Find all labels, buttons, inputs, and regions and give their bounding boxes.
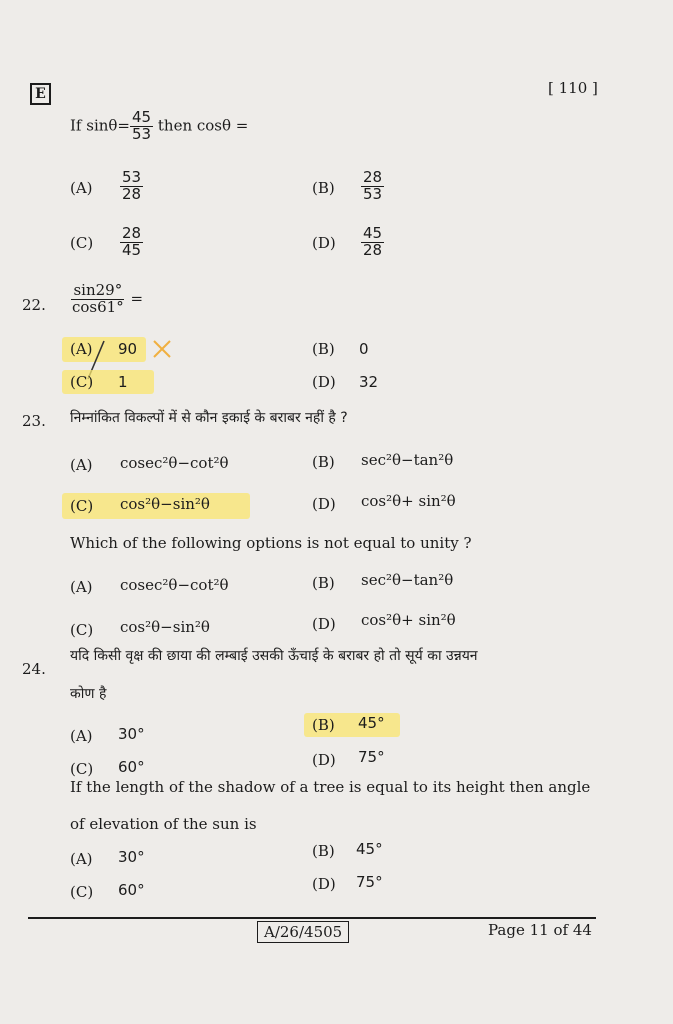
q23-en-option-a-value: cosec²θ−cot²θ bbox=[120, 576, 229, 594]
q24-option-b-label: (B) bbox=[312, 716, 335, 734]
q22-option-d-value: 32 bbox=[359, 373, 379, 391]
q24-en-option-c-value: 60° bbox=[118, 881, 145, 899]
q21-fraction: $\frac{45}{53}$ bbox=[132, 108, 152, 143]
q23-en-option-d-value: cos²θ+ sin²θ bbox=[361, 611, 456, 629]
q24-option-c-value: 60° bbox=[118, 758, 145, 776]
q22-option-c-label: (C) bbox=[70, 373, 94, 391]
q24-en-option-b-value: 45° bbox=[356, 840, 383, 858]
q24-english-line1: If the length of the shadow of a tree is equal to its height then angle bbox=[70, 778, 591, 796]
q21-option-c-value: $\frac{28}{45}$ bbox=[122, 224, 142, 259]
q23-option-c-label: (C) bbox=[70, 497, 94, 515]
q22-option-a-label: (A) bbox=[70, 340, 93, 358]
q23-hindi-stem: निम्नांकित विकल्पों में से कौन इकाई के बराबर नहीं है ? bbox=[70, 410, 348, 426]
q23-en-option-c-value: cos²θ−sin²θ bbox=[120, 618, 210, 636]
q24-number: 24. bbox=[22, 660, 46, 678]
q24-en-option-c-label: (C) bbox=[70, 883, 94, 901]
q22-option-a-value: 90 bbox=[118, 340, 138, 358]
q22-denominator: cos61° bbox=[72, 297, 124, 316]
q23-option-d-label: (D) bbox=[312, 495, 336, 513]
q21-suffix: then cosθ = bbox=[157, 116, 249, 135]
footer-rule bbox=[28, 917, 596, 919]
q24-en-option-a-value: 30° bbox=[118, 848, 145, 866]
q21-option-b-label: (B) bbox=[312, 179, 335, 197]
q22-stem: $\frac{\sin 29^\circ}{\cos 61^\circ}$ = bbox=[72, 281, 144, 316]
q23-en-option-d-label: (D) bbox=[312, 615, 336, 633]
q24-en-option-b-label: (B) bbox=[312, 842, 335, 860]
q23-en-option-b-value: sec²θ−tan²θ bbox=[361, 571, 454, 589]
q22-numerator: sin29° bbox=[73, 281, 123, 299]
q23-english-stem: Which of the following options is not equal to unity ? bbox=[70, 534, 472, 552]
q22-number: 22. bbox=[22, 296, 46, 314]
q23-option-a-label: (A) bbox=[70, 456, 93, 474]
q23-option-b-label: (B) bbox=[312, 453, 335, 471]
set-code-box: E bbox=[30, 83, 51, 105]
q21-prefix: If sinθ= bbox=[70, 116, 130, 135]
paper-code: A/26/4505 bbox=[257, 921, 349, 943]
q21-option-d-label: (D) bbox=[312, 234, 336, 252]
q24-option-c-label: (C) bbox=[70, 760, 94, 778]
q23-option-b-value: sec²θ−tan²θ bbox=[361, 451, 454, 469]
q21-option-a-label: (A) bbox=[70, 179, 93, 197]
q23-en-option-b-label: (B) bbox=[312, 574, 335, 592]
q21-stem bbox=[70, 110, 248, 143]
q24-option-d-label: (D) bbox=[312, 751, 336, 769]
q23-en-option-a-label: (A) bbox=[70, 578, 93, 596]
q24-en-option-a-label: (A) bbox=[70, 850, 93, 868]
q21-option-d-value: $\frac{45}{28}$ bbox=[363, 224, 383, 259]
q23-option-c-value: cos²θ−sin²θ bbox=[120, 495, 210, 513]
q24-hindi-line2: कोण है bbox=[70, 686, 107, 702]
q22-option-b-label: (B) bbox=[312, 340, 335, 358]
page-code: [ 110 ] bbox=[548, 79, 598, 97]
q21-option-a-value: $\frac{53}{28}$ bbox=[122, 168, 142, 203]
q24-option-b-value: 45° bbox=[358, 714, 385, 732]
q21-option-c-label: (C) bbox=[70, 234, 94, 252]
page-number: Page 11 of 44 bbox=[488, 921, 592, 939]
q22-option-c-value: 1 bbox=[118, 373, 128, 391]
q22-option-d-label: (D) bbox=[312, 373, 336, 391]
q24-option-a-value: 30° bbox=[118, 725, 145, 743]
q23-number: 23. bbox=[22, 412, 46, 430]
q23-en-option-c-label: (C) bbox=[70, 621, 94, 639]
q22-option-b-value: 0 bbox=[359, 340, 369, 358]
q24-option-a-label: (A) bbox=[70, 727, 93, 745]
q24-en-option-d-value: 75° bbox=[356, 873, 383, 891]
q24-en-option-d-label: (D) bbox=[312, 875, 336, 893]
q23-option-a-value: cosec²θ−cot²θ bbox=[120, 454, 229, 472]
q24-english-line2: of elevation of the sun is bbox=[70, 815, 257, 833]
q21-option-b-value: $\frac{28}{53}$ bbox=[363, 168, 383, 203]
q23-option-d-value: cos²θ+ sin²θ bbox=[361, 492, 456, 510]
q24-option-d-value: 75° bbox=[358, 748, 385, 766]
q24-hindi-line1: यदि किसी वृक्ष की छाया की लम्बाई उसकी ऊँचाई के बराबर हो तो सूर्य का उन्नयन bbox=[70, 648, 478, 664]
